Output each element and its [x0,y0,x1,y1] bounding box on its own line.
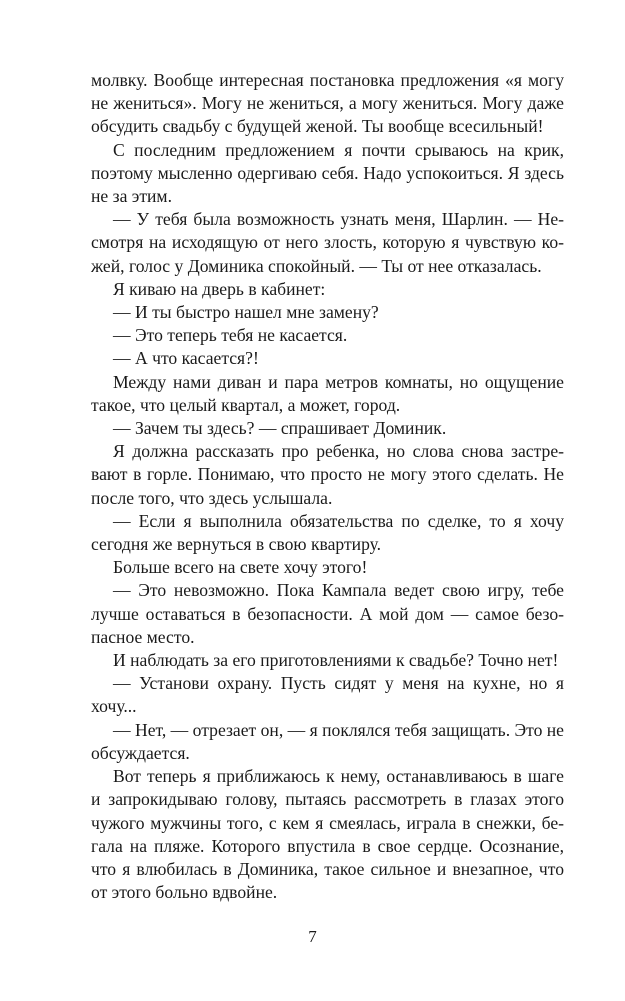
paragraph: — Установи охрану. Пусть сидят у меня на кухне, но я хочу... [91,673,564,717]
paragraph: молвку. Вообще интересная постановка предложения «я могу не жениться». Могу не жениться, а могу жениться. Могу даже обсудить свадьбу с будущей женой. Ты вообще всесильный! [91,70,564,137]
paragraph: Больше всего на свете хочу этого! [113,557,368,578]
paragraph: Вот теперь я приближаюсь к нему, останавливаюсь в шаге и запрокидываю голову, пытаясь рассмотреть в глазах этого чужого мужчины того, с кем я смеялась, играла в снежки, бегала на пляже. Которого впустила в свое сердце. Осознание, что я влюбилась в Доминика, такое сильное и внезапное, что от этого больно вдвойне. [91,766,564,903]
book-page-text [91,69,564,904]
paragraph: — И ты быстро нашел мне замену? [113,302,379,323]
paragraph: — Это невозможно. Пока Кампала ведет свою игру, тебе лучше оставаться в безопасности. А мой дом — самое безопасное место. [91,580,564,647]
paragraph: — А что касается?! [113,348,259,369]
paragraph: — Если я выполнила обязательства по сделке, то я хочу сегодня же вернуться в свою квартиру. [91,510,564,555]
paragraph: Я должна рассказать про ребенка, но слова снова застревают в горле. Понимаю, что просто не могу этого сделать. Не после того, что здесь услышала. [91,441,564,508]
paragraph: С последним предложением я почти срываюсь на крик, поэтому мысленно одергиваю себя. Надо успокоиться. Я здесь не за этим. [91,139,564,207]
paragraph: Между нами диван и пара метров комнаты, но ощущение такое, что целый квартал, а может, город. [91,371,564,415]
paragraph: — Нет, — отрезает он, — я поклялся тебя защищать. Это не обсуждается. [91,719,564,763]
paragraph: — У тебя была возможность узнать меня, Шарлин. — Несмотря на исходящую от него злость, которую я чувствую кожей, голос у Доминика спокойный. — Ты от нее отказалась. [91,209,564,276]
page-number: 7 [308,927,317,946]
paragraph: — Это теперь тебя не касается. [113,325,348,346]
paragraph: Я киваю на дверь в кабинет: [113,278,326,299]
paragraph: И наблюдать за его приготовлениями к свадьбе? Точно нет! [113,650,559,671]
paragraph: — Зачем ты здесь? — спрашивает Доминик. [113,418,447,439]
